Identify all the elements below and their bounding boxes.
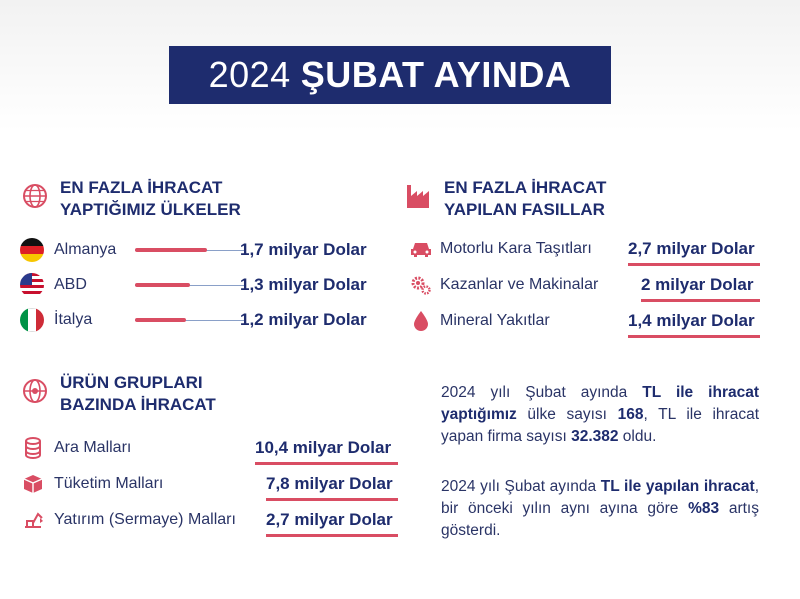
chapter-row [410,307,760,335]
para1-text-a: 2024 yılı Şubat ayında [441,384,643,401]
chapters-heading-line2: YAPILAN FASILLAR [444,200,605,219]
chapter-value: 1,4 milyar Dolar [628,311,755,330]
product-underline [266,498,398,501]
country-value: 1,3 milyar Dolar [240,275,367,294]
chapter-value: 2 milyar Dolar [641,275,754,294]
germany-flag-icon [20,238,44,262]
countries-heading-line1: EN FAZLA İHRACAT [60,178,223,197]
countries-heading-line2: YAPTIĞIMIZ ÜLKELER [60,200,241,219]
product-underline [266,534,398,537]
tl-export-paragraph [441,382,759,448]
country-bar [135,283,190,287]
products-heading-line1: ÜRÜN GRUPLARI [60,373,203,392]
chapter-underline [628,335,760,338]
para2-text-c: , bir önceki yılın aynı ayına göre [441,478,759,517]
country-name: Almanya [54,241,117,258]
box-icon [22,474,44,494]
factory-icon [404,181,434,211]
para1-text-g: oldu. [618,428,657,445]
tl-growth-paragraph [441,476,759,542]
product-name: Ara Malları [54,439,132,456]
chapter-underline [628,263,760,266]
chapters-heading-line1: EN FAZLA İHRACAT [444,178,607,197]
country-bar [135,248,207,252]
product-name: Yatırım (Sermaye) Malları [54,511,236,528]
gears-icon [410,274,432,296]
globe-icon [20,181,50,211]
coins-icon [22,437,44,459]
product-value: 7,8 milyar Dolar [266,474,393,493]
car-icon [410,240,432,258]
country-value: 1,2 milyar Dolar [240,310,367,329]
chapter-row [410,271,760,299]
para1-bold-count: 168 [617,406,644,423]
chapter-name: Kazanlar ve Makinalar [440,276,599,293]
para2-bold-percent: %83 [688,500,720,517]
para2-bold-b: TL ile yapılan ihracat [600,478,755,495]
products-heading-line2: BAZINDA İHRACAT [60,395,216,414]
countries-header [20,177,241,221]
product-name: Tüketim Malları [54,475,164,492]
chapter-name: Mineral Yakıtlar [440,312,550,329]
para1-bold-b: TL ile ihracat yaptığımız [441,384,759,423]
country-bar [135,318,186,322]
usa-flag-icon [20,273,44,297]
para2-text-e: artış gösterdi. [441,500,759,539]
chapters-header [404,177,606,221]
chapter-row [410,235,760,263]
country-row-almanya [20,236,370,264]
drop-icon [410,310,432,332]
para1-bold-firms: 32.382 [571,428,619,445]
excavator-icon [22,509,44,531]
country-name: İtalya [54,311,93,328]
product-value: 2,7 milyar Dolar [266,510,393,529]
globe-export-icon [20,376,50,406]
para1-text-c: ülke sayısı [516,406,618,423]
product-row [22,434,398,462]
chapter-underline [641,299,760,302]
country-name: ABD [54,276,87,293]
country-value: 1,7 milyar Dolar [240,240,367,259]
chapter-name: Motorlu Kara Taşıtları [440,240,592,257]
product-row [22,470,398,498]
title-year: 2024 [208,54,291,95]
para2-text-a: 2024 yılı Şubat ayında [441,478,601,495]
chapter-value: 2,7 milyar Dolar [628,239,755,258]
title-month: ŞUBAT AYINDA [300,54,572,95]
product-underline [255,462,398,465]
product-row [22,506,398,534]
italy-flag-icon [20,308,44,332]
country-row-abd [20,271,370,299]
para1-text-e: , TL ile ihracat yapan firma sayısı [441,406,759,445]
title-banner [169,46,611,104]
country-row-italya [20,306,370,334]
products-header [20,372,216,416]
product-value: 10,4 milyar Dolar [255,438,392,457]
